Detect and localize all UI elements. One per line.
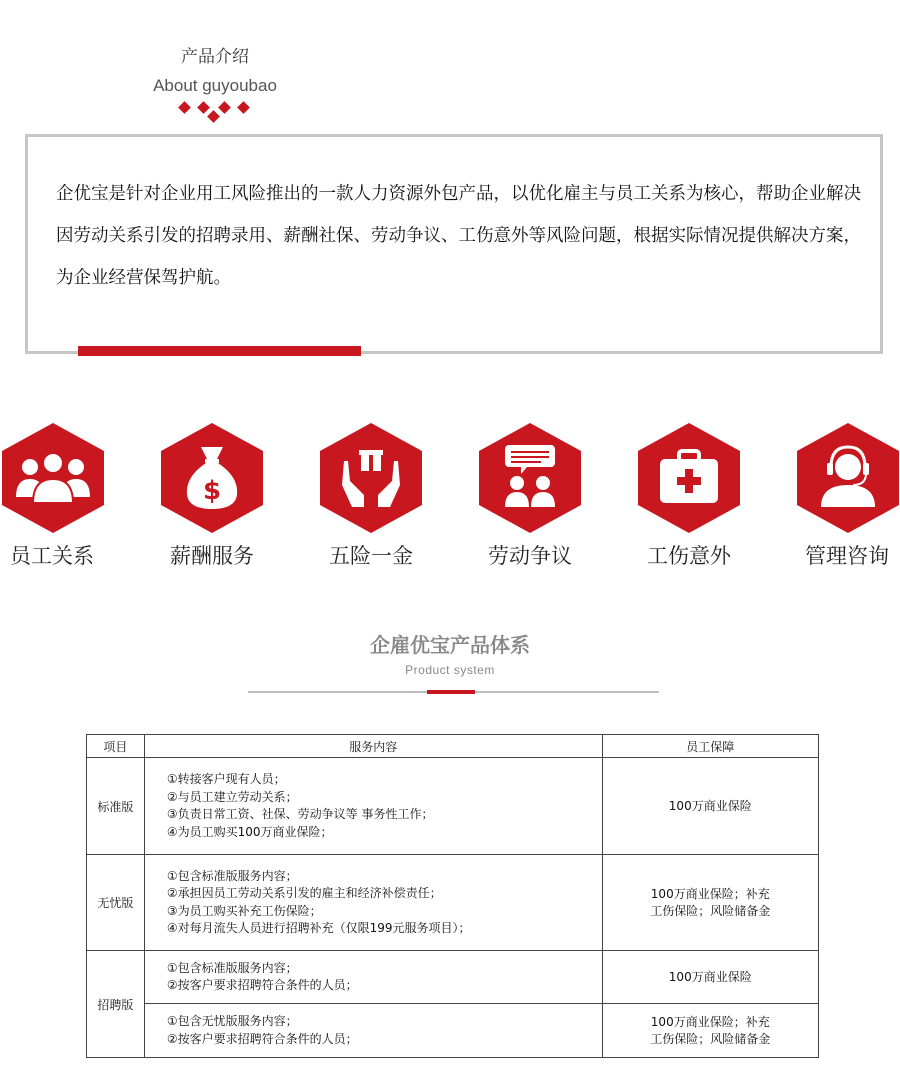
service-item: ③负责日常工资、社保、劳动争议等 事务性工作； (166, 807, 434, 821)
service-item: ①包含无忧版服务内容； (166, 1014, 298, 1028)
decor-diamond (237, 101, 250, 114)
employees-icon (0, 423, 106, 533)
benefit-recruit-a: 100万商业保险 (602, 951, 818, 1004)
feature-label-social-insurance: 五险一金 (329, 544, 413, 568)
feature-label-employee-relations: 员工关系 (10, 544, 94, 568)
feature-work-injury[interactable] (636, 423, 742, 533)
benefit-line: 100万商业保险；补充 (650, 886, 770, 901)
service-item: ②承担因员工劳动关系引发的雇主和经济补偿责任； (166, 886, 442, 900)
gift-hands-icon (318, 423, 424, 533)
col-header-service: 服务内容 (144, 735, 602, 758)
service-item: ①包含标准版服务内容； (166, 868, 298, 883)
intro-subtitle: About guyoubao (153, 76, 277, 95)
headset-icon (795, 423, 900, 533)
description-text: 企优宝是针对企业用工风险推出的一款人力资源外包产品，以优化雇主与员工关系为核心，帮助企业解决因劳动关系引发的招聘录用、薪酬社保、劳动争议、工伤意外等风险问题，根据实际情况提供解决方案，为企业经营保驾护航。 (56, 184, 861, 288)
col-header-benefit: 员工保障 (602, 735, 818, 758)
plan-name-recruit: 招聘版 (87, 951, 145, 1058)
product-table (86, 734, 819, 1058)
services-recruit-b (144, 1004, 602, 1058)
col-header-item: 项目 (87, 735, 145, 758)
decor-diamond (178, 101, 191, 114)
service-item: ④为员工购买100万商业保险； (166, 824, 333, 839)
intro-title: 产品介绍 (181, 47, 249, 67)
plan-name-standard: 标准版 (87, 758, 145, 855)
feature-label-work-injury: 工伤意外 (647, 544, 731, 568)
table-row-recruit-a (87, 951, 819, 1004)
service-item: ②按客户要求招聘符合条件的人员； (166, 1031, 358, 1046)
decor-diamond (218, 101, 231, 114)
money-bag-icon (159, 423, 265, 533)
benefit-recruit-b (602, 1004, 818, 1058)
service-item: ④对每月流失人员进行招聘补充（仅限199元服务项目）； (166, 921, 471, 935)
feature-label-labor-dispute: 劳动争议 (488, 544, 572, 568)
services-worry-free (144, 855, 602, 951)
services-recruit-a (144, 951, 602, 1004)
benefit-line: 工伤保险；风险储备金 (650, 1031, 771, 1046)
product-system-title: 企雇优宝产品体系 (370, 633, 530, 657)
dispute-icon (477, 423, 583, 533)
feature-employee-relations[interactable] (0, 423, 106, 533)
plan-name-worry-free: 无忧版 (87, 855, 145, 951)
benefit-line: 工伤保险；风险储备金 (650, 903, 771, 918)
table-row-standard (87, 758, 819, 855)
feature-labor-dispute[interactable] (477, 423, 583, 533)
benefit-standard: 100万商业保险 (602, 758, 818, 855)
table-row-recruit-b (87, 1004, 819, 1058)
service-item: ②与员工建立劳动关系； (166, 789, 298, 804)
feature-social-insurance[interactable] (318, 423, 424, 533)
svg-text:$: $ (202, 476, 222, 506)
table-header-row (87, 735, 819, 758)
first-aid-kit-icon (636, 423, 742, 533)
services-standard (144, 758, 602, 855)
decor-diamond (207, 110, 220, 123)
feature-payroll[interactable] (159, 423, 265, 533)
product-system-subtitle: Product system (405, 663, 495, 677)
service-item: ①包含标准版服务内容； (166, 960, 298, 975)
feature-consulting[interactable] (795, 423, 900, 533)
service-item: ②按客户要求招聘符合条件的人员； (166, 978, 358, 992)
accent-bar (78, 346, 361, 356)
service-item: ③为员工购买补充工伤保险； (166, 903, 322, 918)
benefit-line: 100万商业保险；补充 (650, 1014, 770, 1029)
divider-accent (427, 690, 475, 694)
service-item: ①转接客户现有人员； (166, 772, 286, 786)
table-row-worry-free (87, 855, 819, 951)
benefit-worry-free (602, 855, 818, 951)
feature-label-payroll: 薪酬服务 (170, 544, 254, 568)
decor-diamond (197, 101, 210, 114)
feature-label-consulting: 管理咨询 (805, 544, 889, 568)
